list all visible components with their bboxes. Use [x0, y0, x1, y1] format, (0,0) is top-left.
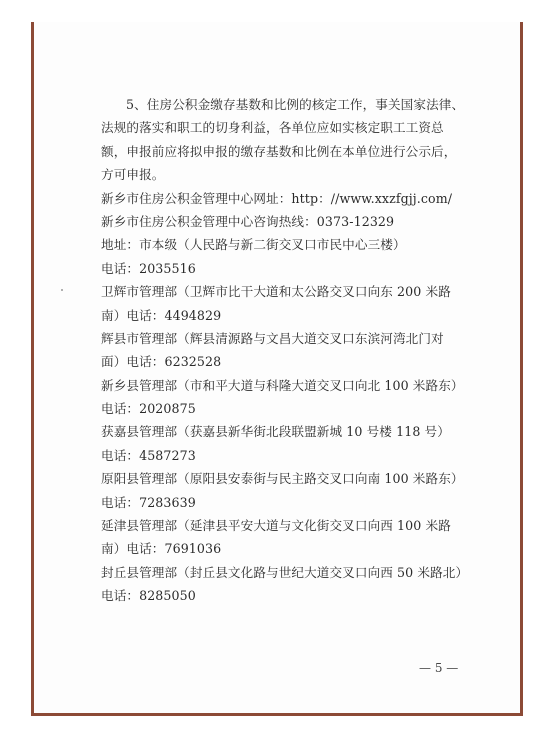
document-body [101, 93, 473, 608]
paragraph-line: 方可申报。 [101, 167, 165, 183]
paragraph-line: 额，申报前应将拟申报的缴存基数和比例在本单位进行公示后， [101, 143, 457, 159]
branch-fengqiu-phone: 电话：8285050 [101, 588, 196, 604]
branch-huojia-phone: 电话：4587273 [101, 447, 196, 463]
branch-huixian-line: 辉县市管理部（辉县清源路与文昌大道交叉口东滨河湾北门对 [101, 330, 444, 346]
paragraph-line: 5、住房公积金缴存基数和比例的核定工作，事关国家法律、 [126, 97, 465, 112]
branch-huixian-phone: 面）电话：6232528 [101, 354, 222, 370]
branch-huojia-line: 获嘉县管理部（获嘉县新华街北段联盟新城 10 号楼 118 号） [101, 424, 450, 440]
page-border-left [31, 22, 34, 716]
scan-speck [61, 289, 63, 291]
branch-weihui-phone: 南）电话：4494829 [101, 307, 222, 323]
page-border-bottom [31, 713, 523, 716]
address-line: 地址：市本级（人民路与新二街交叉口市民中心三楼） [101, 237, 406, 253]
branch-yanjin-line: 延津县管理部（延津县平安大道与文化街交叉口向西 100 米路 [101, 518, 451, 534]
website-line: 新乡市住房公积金管理中心网址：http：//www.xxzfgjj.com/ [101, 190, 453, 206]
branch-yanjin-phone: 南）电话：7691036 [101, 541, 222, 557]
branch-fengqiu-line: 封丘县管理部（封丘县文化路与世纪大道交叉口向西 50 米路北） [101, 564, 469, 580]
branch-yuanyang-phone: 电话：7283639 [101, 494, 196, 510]
hotline-line: 新乡市住房公积金管理中心咨询热线：0373-12329 [101, 213, 395, 229]
branch-yuanyang-line: 原阳县管理部（原阳县安泰街与民主路交叉口向南 100 米路东） [101, 471, 464, 487]
page-border-right [520, 22, 523, 716]
branch-xinxiang-line: 新乡县管理部（市和平大道与科隆大道交叉口向北 100 米路东） [101, 377, 464, 393]
branch-xinxiang-phone: 电话：2020875 [101, 401, 196, 417]
page-number: — 5 — [419, 661, 459, 675]
paragraph-line: 法规的落实和职工的切身利益，各单位应如实核定职工工资总 [101, 120, 444, 136]
phone-line: 电话：2035516 [101, 260, 196, 276]
branch-weihui-line: 卫辉市管理部（卫辉市比干大道和太公路交叉口向东 200 米路 [101, 284, 451, 300]
